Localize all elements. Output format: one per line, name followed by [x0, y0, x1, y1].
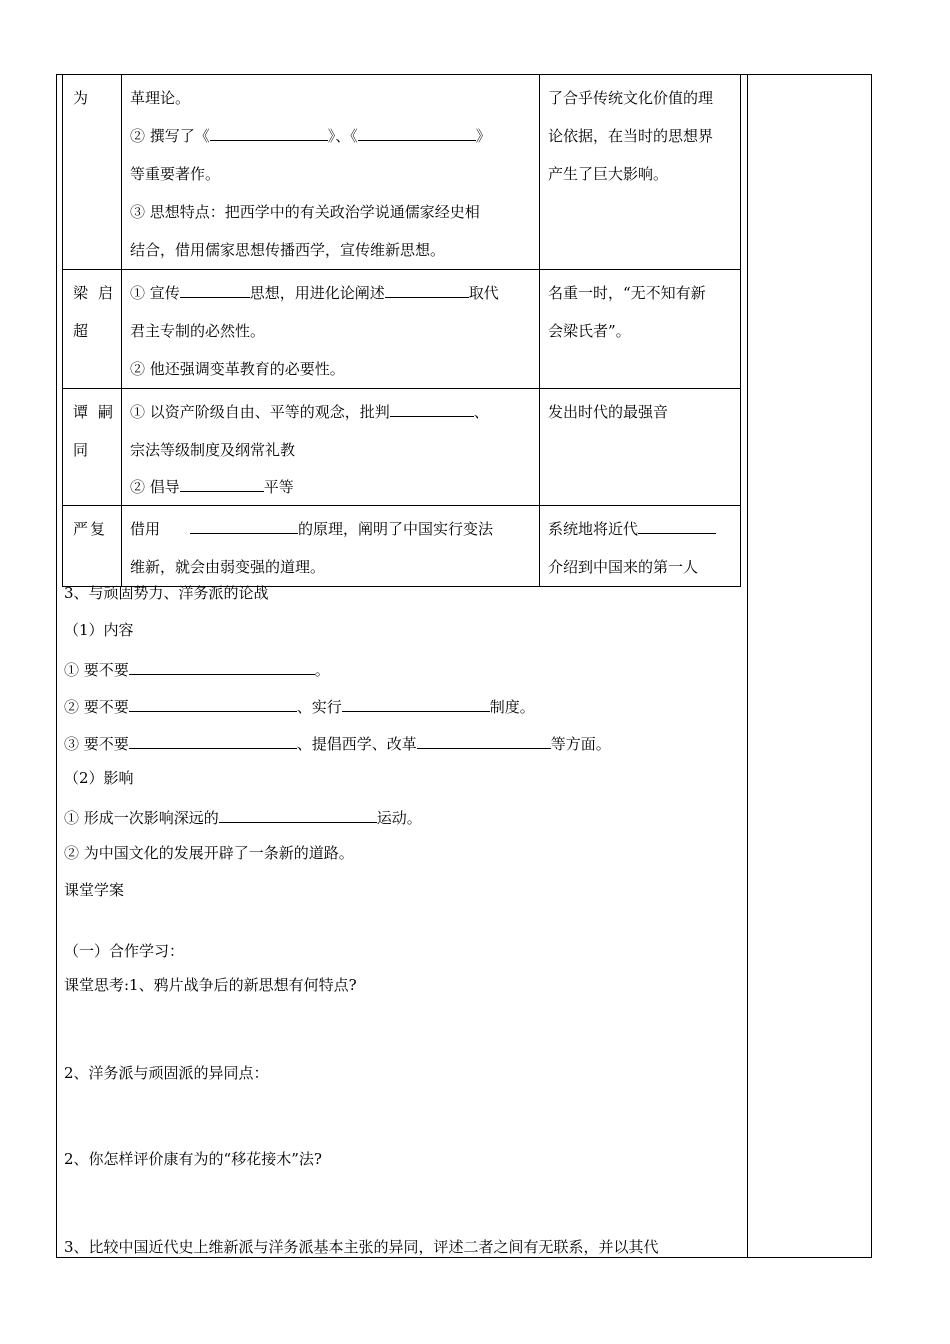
thinkers-table: [62, 74, 741, 587]
thinker-evaluation: 发出时代的最强音: [540, 389, 741, 506]
fill-blank[interactable]: [190, 515, 298, 534]
fill-blank[interactable]: [210, 122, 328, 141]
thinker-name: 谭嗣 同: [63, 389, 122, 506]
thinker-name: 严复: [63, 506, 122, 587]
question: 课堂思考:1、鸦片战争后的新思想有何特点?: [64, 976, 357, 994]
table-row: [63, 389, 741, 506]
question: 2、你怎样评价康有为的“移花接木”法?: [64, 1150, 322, 1168]
coop-heading: （一）合作学习：: [64, 942, 185, 960]
impact-item: ② 为中国文化的发展开辟了一条新的道路。: [64, 844, 354, 862]
fill-blank[interactable]: [358, 122, 476, 141]
thinker-evaluation: 了合乎传统文化价值的理 论依据，在当时的思想界 产生了巨大影响。: [540, 75, 741, 270]
subheading: （2）影响: [64, 769, 134, 787]
content-item: ① 要不要 。: [64, 656, 330, 680]
section-heading: 3、与顽固势力、洋务派的论战: [64, 584, 269, 602]
thinker-evaluation: 名重一时，“无不知有新 会梁氏者”。: [540, 270, 741, 389]
fill-blank[interactable]: [638, 515, 716, 534]
question: 3、比较中国近代史上维新派与洋务派基本主张的异同，评述二者之间有无联系，并以其代: [64, 1238, 659, 1256]
frame-divider: [747, 74, 748, 1258]
fill-blank[interactable]: [385, 279, 469, 298]
fill-blank[interactable]: [180, 279, 250, 298]
thinker-evaluation: 系统地将近代 介绍到中国来的第一人: [540, 506, 741, 587]
thinker-name: 梁启 超: [63, 270, 122, 389]
fill-blank[interactable]: [129, 656, 315, 675]
content-item: ③ 要不要 、提倡西学、改革 等方面。: [64, 730, 611, 754]
question: 2、洋务派与顽固派的异同点：: [64, 1064, 269, 1082]
table-row: [63, 270, 741, 389]
thinker-content: ① 宣传 思想，用进化论阐述 取代 君主专制的必然性。 ② 他还强调变革教育的必要性。: [122, 270, 540, 389]
thinker-name: 为: [63, 75, 122, 270]
fill-blank[interactable]: [417, 730, 551, 749]
classroom-title: 课堂学案: [64, 881, 125, 899]
fill-blank[interactable]: [180, 473, 264, 492]
subheading: （1）内容: [64, 621, 134, 639]
thinker-content: ① 以资产阶级自由、平等的观念，批判 、 宗法等级制度及纲常礼教 ② 倡导 平等: [122, 389, 540, 506]
fill-blank[interactable]: [129, 730, 297, 749]
table-row: [63, 506, 741, 587]
table-row: [63, 75, 741, 270]
fill-blank[interactable]: [390, 398, 474, 417]
fill-blank[interactable]: [129, 693, 297, 712]
thinker-content: 借用 的原理，阐明了中国实行变法 维新，就会由弱变强的道理。: [122, 506, 540, 587]
impact-item: ① 形成一次影响深远的 运动。: [64, 804, 422, 828]
thinker-content: 革理论。 ② 撰写了《 》、《 》 等重要著作。 ③ 思想特点：把西学中的有关政治学说通儒家经史相 结合，借用儒家思想传播西学，宣传维新思想。: [122, 75, 540, 270]
content-item: ② 要不要 、实行 制度。: [64, 693, 535, 717]
fill-blank[interactable]: [342, 693, 490, 712]
fill-blank[interactable]: [219, 804, 377, 823]
